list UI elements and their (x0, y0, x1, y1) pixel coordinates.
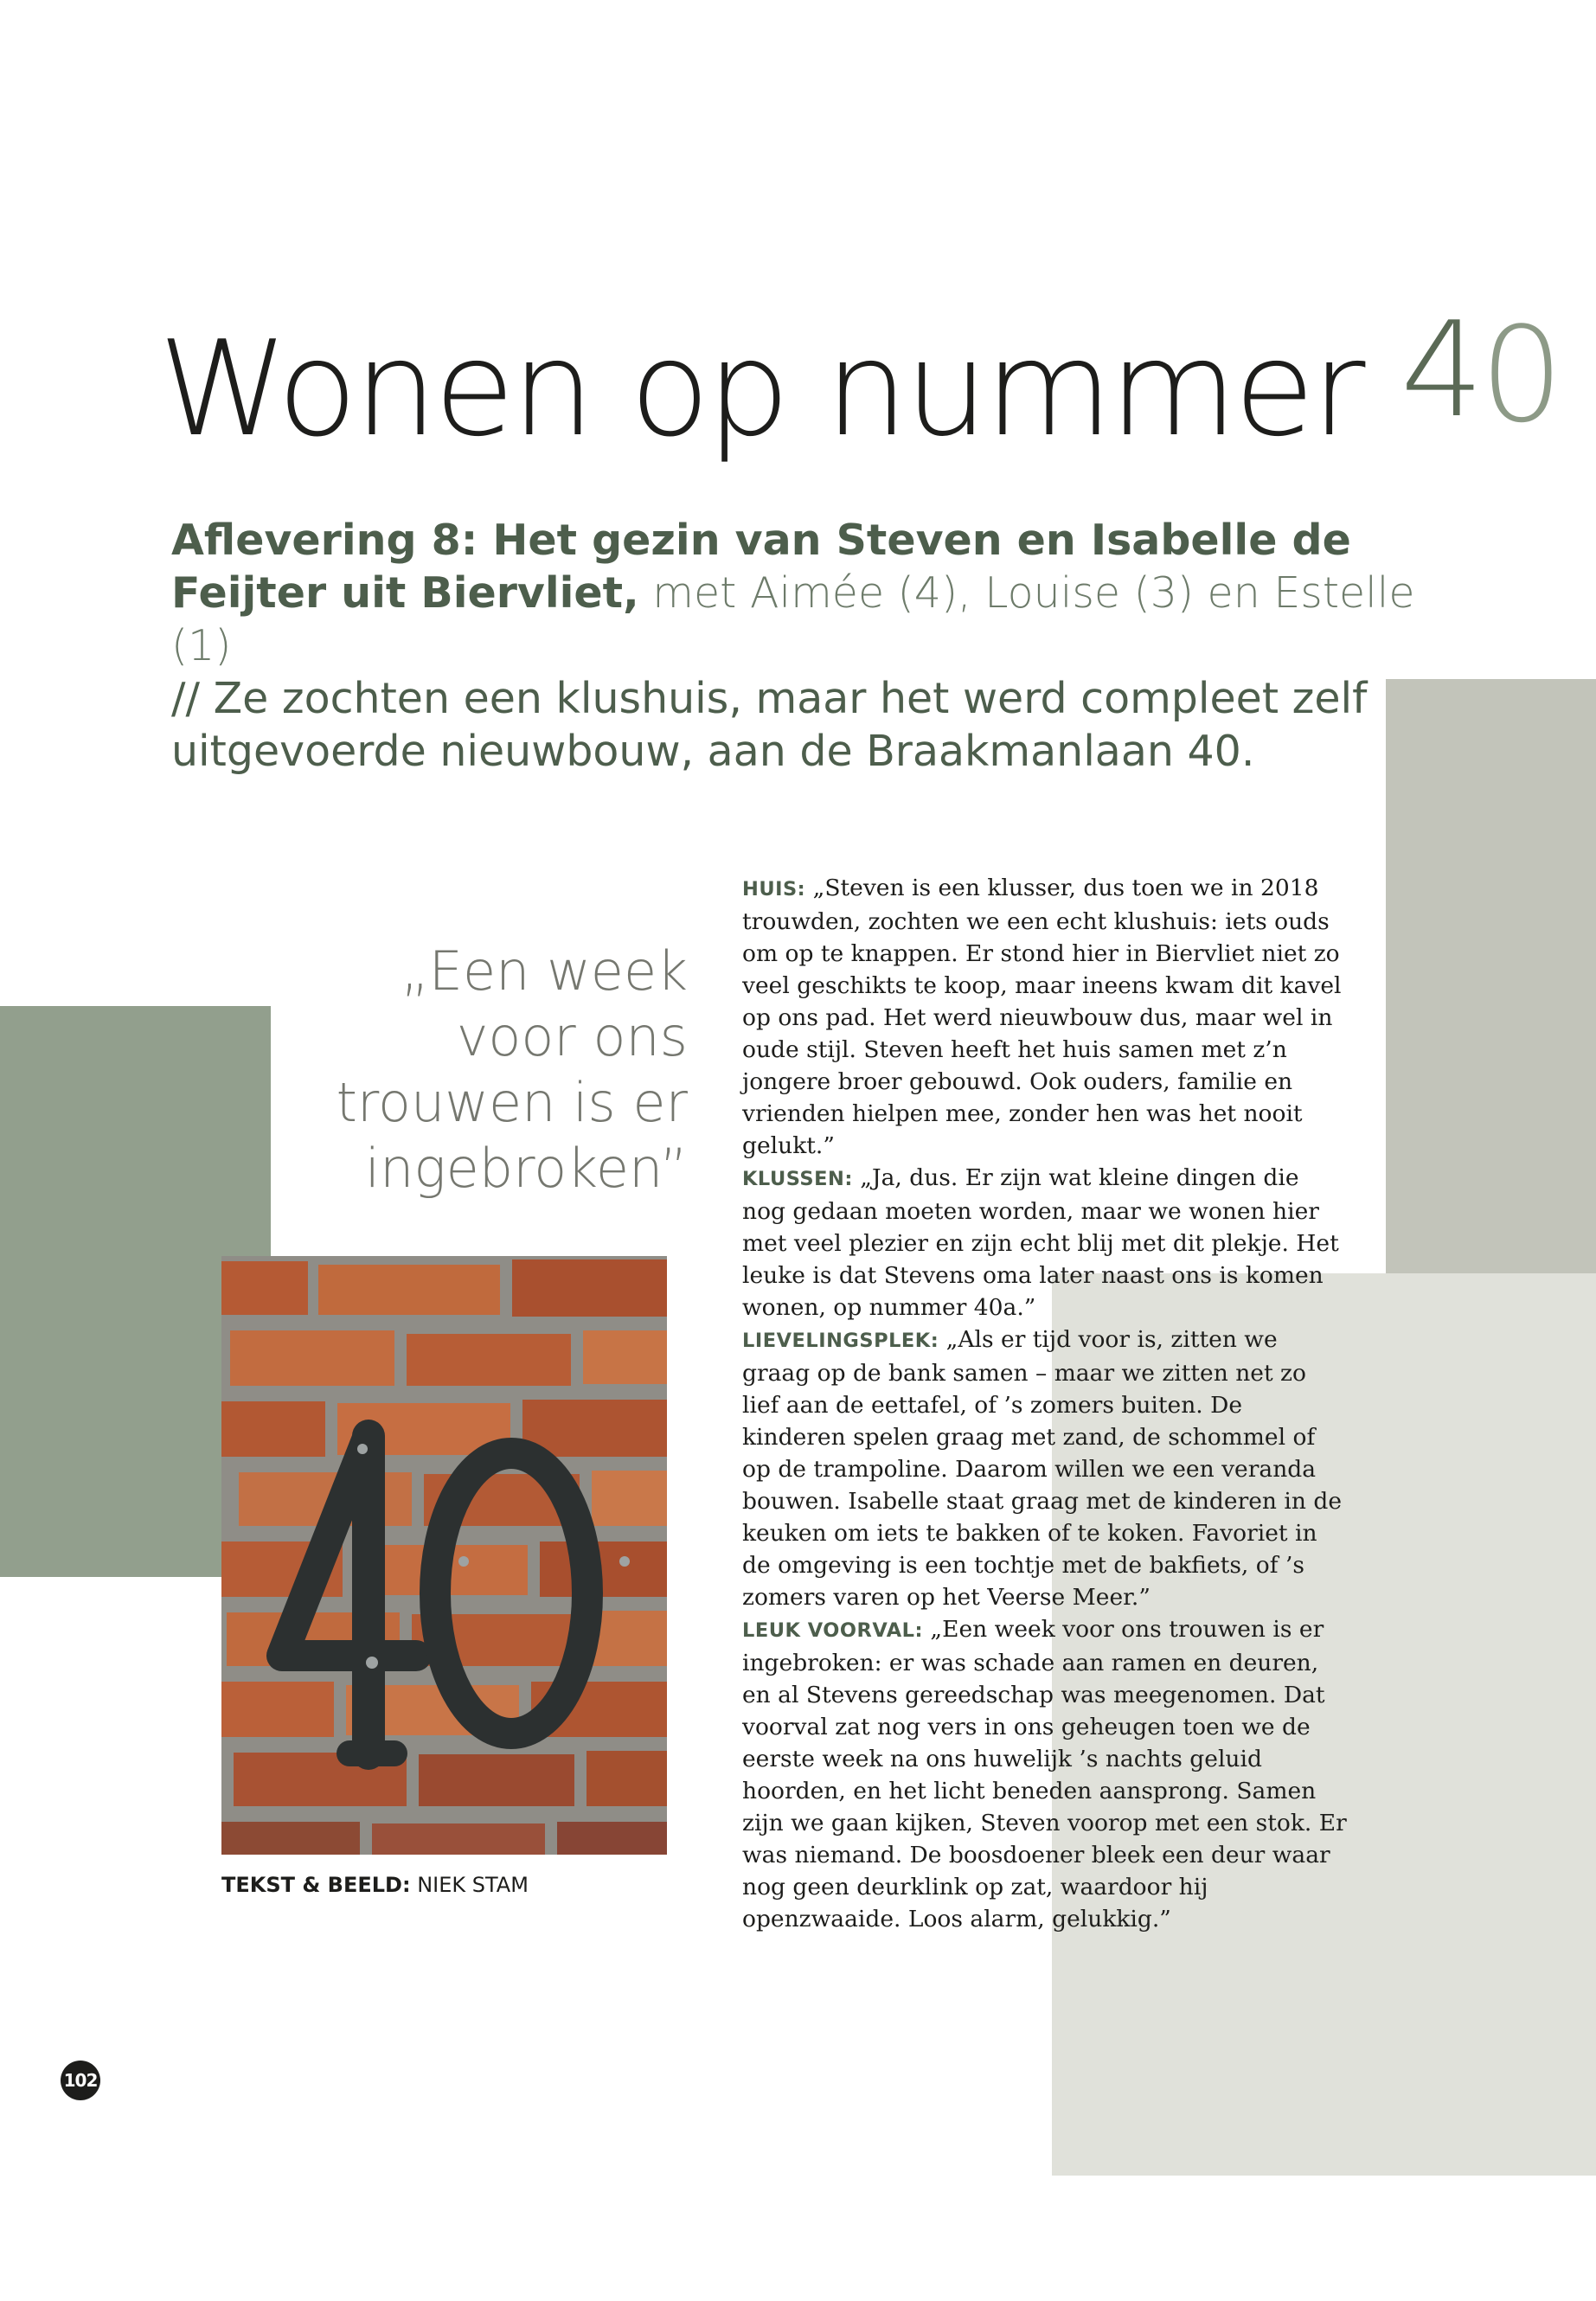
photo-credit (221, 1873, 529, 1897)
intro (171, 514, 1417, 778)
intro-subtitle: // Ze zochten een klushuis, maar het werd compleet zelf uitgevoerde nieuwbouw, aan de Braakmanlaan 40. (171, 674, 1368, 776)
section-huis (742, 872, 1348, 1162)
title-text: Wonen op nummer (158, 312, 1362, 465)
title-digit-four: 4 (1400, 293, 1481, 446)
title-digit-zero: 0 (1479, 298, 1561, 452)
title-number (1400, 293, 1582, 452)
section-text: „Ja, dus. Er zijn wat kleine dingen die nog gedaan moeten worden, maar we wonen hier met veel plezier en zijn echt blij met dit plekje. Het leuke is dat Stevens oma later naast ons is komen wonen, op nummer 40a.” (742, 1164, 1339, 1321)
house-number-photo (221, 1256, 667, 1855)
section-leuk-voorval (742, 1613, 1348, 1935)
section-label: HUIS: (742, 878, 806, 901)
section-klussen (742, 1162, 1348, 1324)
brick-wall-image (221, 1256, 667, 1855)
intro-children: met Aimée (4), Louise (3) en Estelle (1) (171, 568, 1415, 670)
credit-label: TEKST & BEELD: (221, 1873, 411, 1897)
section-label: KLUSSEN: (742, 1168, 853, 1190)
section-label: LEUK VOORVAL: (742, 1619, 923, 1642)
section-text: „Als er tijd voor is, zitten we graag op de bank samen – maar we zitten net zo lief aan de eettafel, of ’s zomers buiten. De kinderen spelen graag met zand, de schommel of op de trampoline. Daarom willen we een veranda bouwen. Isabelle staat graag met de kinderen in de keuken om iets te bakken of te koken. Favoriet in de omgeving is een tochtje met de bakfiets, of ’s zomers varen op het Veerse Meer.” (742, 1326, 1343, 1611)
pull-quote: „Een week voor ons trouwen is er ingebroken” (336, 939, 688, 1200)
page-title (158, 293, 1582, 465)
article-body (742, 872, 1348, 1935)
section-label: LIEVELINGSPLEK: (742, 1330, 939, 1352)
page-number: 102 (61, 2061, 100, 2100)
intro-episode: Aflevering 8: Het gezin van Steven en Isabelle de Feijter uit Biervliet, (171, 516, 1351, 618)
section-text: „Steven is een klusser, dus toen we in 2018 trouwden, zochten we een echt klushuis: iets ouds om op te knappen. Er stond hier in Biervliet niet zo veel geschikts te koop, maar ineens kwam dit kavel op ons pad. Het werd nieuwbouw dus, maar wel in oude stijl. Steven heeft het huis samen met z’n jongere broer gebouwd. Ook ouders, familie en vrienden hielpen mee, zonder hen was het nooit gelukt.” (742, 875, 1342, 1159)
section-lievelingsplek (742, 1324, 1348, 1613)
section-text: „Een week voor ons trouwen is er ingebroken: er was schade aan ramen en deuren, en al Stevens gereedschap was meegenomen. Dat voorval zat nog vers in ons geheugen toen we de eerste week na ons huwelijk ’s nachts geluid hoorden, en het licht beneden aansprong. Samen zijn we gaan kijken, Steven voorop met een stok. Er was niemand. De boosdoener bleek een deur waar nog geen deurklink op zat, waardoor hij openzwaaide. Loos alarm, gelukkig.” (742, 1616, 1347, 1932)
credit-name: NIEK STAM (410, 1873, 529, 1897)
